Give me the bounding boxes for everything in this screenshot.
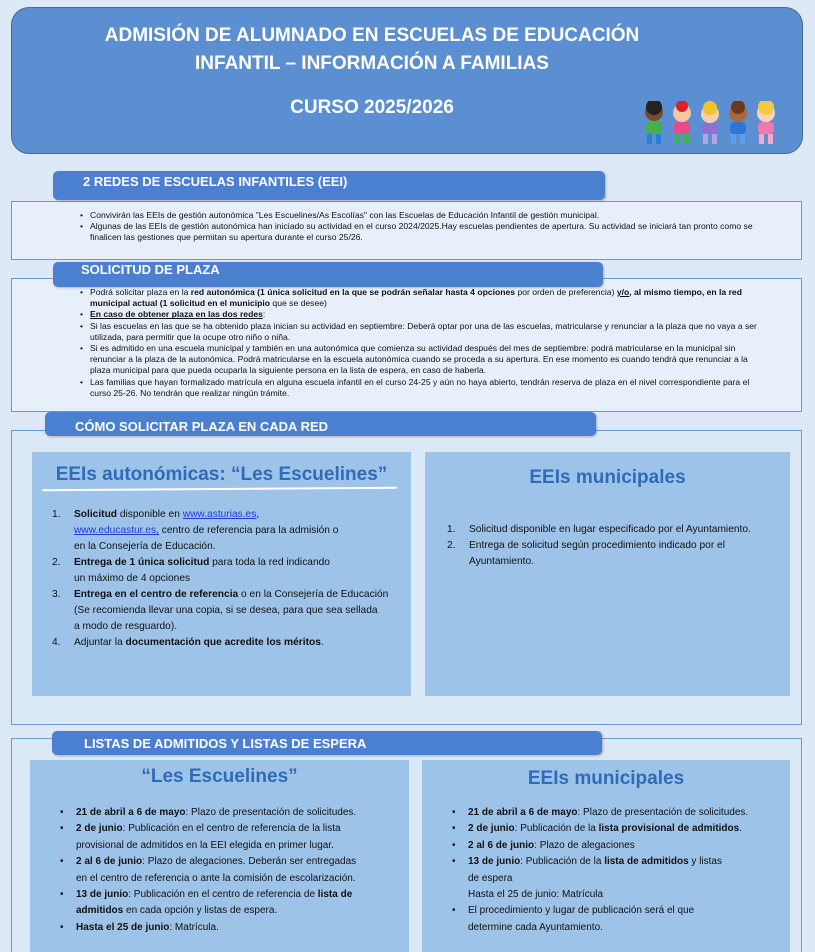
escuelines-item-5: • Hasta el 25 de junio: Matrícula. (56, 920, 406, 936)
autonomicas-item-2: 2. Entrega de 1 única solicitud para toda la red indicando un máximo de 4 opciones (52, 557, 330, 584)
solicitud-title: SOLICITUD DE PLAZA (81, 262, 220, 277)
header-title-line1: ADMISIÓN DE ALUMNADO EN ESCUELAS DE EDUCACIÓN (104, 25, 640, 46)
listas-municipales-item-1: • 21 de abril a 6 de mayo: Plazo de presentación de solicitudes. (448, 805, 788, 821)
como-box (11, 430, 802, 725)
municipales-item-2: 2. Entrega de solicitud según procedimiento indicado por el Ayuntamiento. (447, 540, 725, 567)
listas-municipales-item-3: • 2 al 6 de junio: Plazo de alegaciones (448, 838, 788, 854)
redes-bullet-1: • Convivirán las EEIs de gestión autonómica "Les Escuelines/As Escolías" con las Escuelas de Educación Infantil de gestión municipal. (80, 210, 760, 221)
panel-autonomicas (32, 452, 411, 696)
listas-municipales-item-5: • El procedimiento y lugar de publicación será el que determine cada Ayuntamiento. (448, 903, 788, 936)
municipales-title: EEIs municipales (529, 467, 686, 488)
municipales-item-1: 1. Solicitud disponible en lugar especificado por el Ayuntamiento. (447, 524, 751, 535)
redes-title: 2 REDES DE ESCUELAS INFANTILES (EEI) (83, 174, 348, 189)
header-course: CURSO 2025/2026 (290, 97, 454, 118)
listas-title: LISTAS DE ADMITIDOS Y LISTAS DE ESPERA (84, 736, 367, 751)
solicitud-bullet-1: • Podrá solicitar plaza en la red autonómica (1 única solicitud en la que se podrán señalar hasta 4 opciones por orden de preferencia) y/o, al mismo tiempo, en la red municipal actual (1 solicitud en el municipio que se desee) (80, 287, 768, 309)
solicitud-box (11, 278, 802, 412)
escuelines-item-2: • 2 de junio: Publicación en el centro de referencia de la lista provisional de admitidos en la EEI elegida en primer lugar. (56, 821, 406, 854)
listas-municipales-title: EEIs municipales (527, 768, 685, 789)
como-title: CÓMO SOLICITAR PLAZA EN CADA RED (75, 419, 329, 434)
listas-municipales-item-2: • 2 de junio: Publicación de la lista provisional de admitidos. (448, 821, 788, 837)
panel-listas-municipales (422, 760, 790, 952)
redes-box (11, 201, 802, 260)
section-title-solicitud (53, 262, 603, 287)
solicitud-bullet-5: • Las familias que hayan formalizado matrícula en alguna escuela infantil en el curso 24-25 y aún no haya abierto, tendrán reserva de plaza en el nivel correspondiente para el curso 25-26. No tendrán que realizar ningún trámite. (80, 377, 768, 399)
listas-box (11, 738, 802, 952)
solicitud-bullet-4: • Si es admitido en una escuela municipal y también en una autonómica que comienza su actividad después del mes de septiembre: podrá matricularse en la municipal sin renunciar a la plaza de la autonómica. Podrá matricularse en la escuela autonómica cuando se proceda a su apertura. En ese momento es cuando tendrá que renunciar a la plaza municipal para que pueda ocuparla la siguiente persona en la lista de espera, en caso de haberla. (80, 343, 768, 377)
header-banner (11, 7, 803, 154)
autonomicas-title: EEIs autonómicas: “Les Escuelines” (55, 464, 388, 485)
autonomicas-item-1: 1. Solicitud disponible en www.asturias.es, www.educastur.es, centro de referencia para la admisión o en la Consejería de Educación. (52, 509, 339, 552)
header-title-line2: INFANTIL – INFORMACIÓN A FAMILIAS (195, 53, 549, 74)
autonomicas-item-3: 3. Entrega en el centro de referencia o en la Consejería de Educación (Se recomienda llevar una copia, si se desea, para que sea sellada a modo de resguardo). (52, 589, 389, 632)
escuelines-item-4: • 13 de junio: Publicación en el centro de referencia de lista de admitidos en cada opción y listas de espera. (56, 887, 406, 920)
section-title-redes (53, 171, 605, 200)
listas-municipales-item-4: • 13 de junio: Publicación de la lista de admitidos y listas de espera Hasta el 25 de junio: Matrícula (448, 854, 788, 903)
children-illustration-icon (640, 101, 780, 147)
solicitud-bullet-2: • En caso de obtener plaza en las dos redes: (80, 309, 768, 320)
redes-bullet-2: • Algunas de las EEIs de gestión autonómica han iniciado su actividad en el curso 2024/2025.Hay escuelas pendientes de apertura. Su actividad se iniciará tan pronto como se finalicen las gestiones que permitan su apertura durante el curso 25/26. (80, 221, 760, 243)
escuelines-item-1: • 21 de abril a 6 de mayo: Plazo de presentación de solicitudes. (56, 805, 406, 821)
panel-escuelines (30, 760, 409, 952)
solicitud-bullet-3: • Si las escuelas en las que se ha obtenido plaza inician su actividad en septiembre: Deberá optar por una de las escuelas, matricularse y renunciar a la plaza que no vaya a ser utilizada, para permitir que la ocupe otro niño o niña. (80, 321, 768, 343)
autonomicas-item-4: 4. Adjuntar la documentación que acredite los méritos. (52, 637, 324, 648)
autonomicas-title-underline (42, 487, 397, 491)
escuelines-item-3: • 2 al 6 de junio: Plazo de alegaciones. Deberán ser entregadas en el centro de referencia o ante la comisión de escolarización. (56, 854, 406, 887)
panel-municipales (425, 452, 790, 696)
link-educastur[interactable]: www.educastur.es, (74, 525, 159, 536)
section-title-listas (52, 731, 602, 755)
escuelines-title: “Les Escuelines” (141, 766, 298, 787)
section-title-como (45, 412, 596, 436)
link-asturias[interactable]: www.asturias.es (182, 509, 257, 520)
